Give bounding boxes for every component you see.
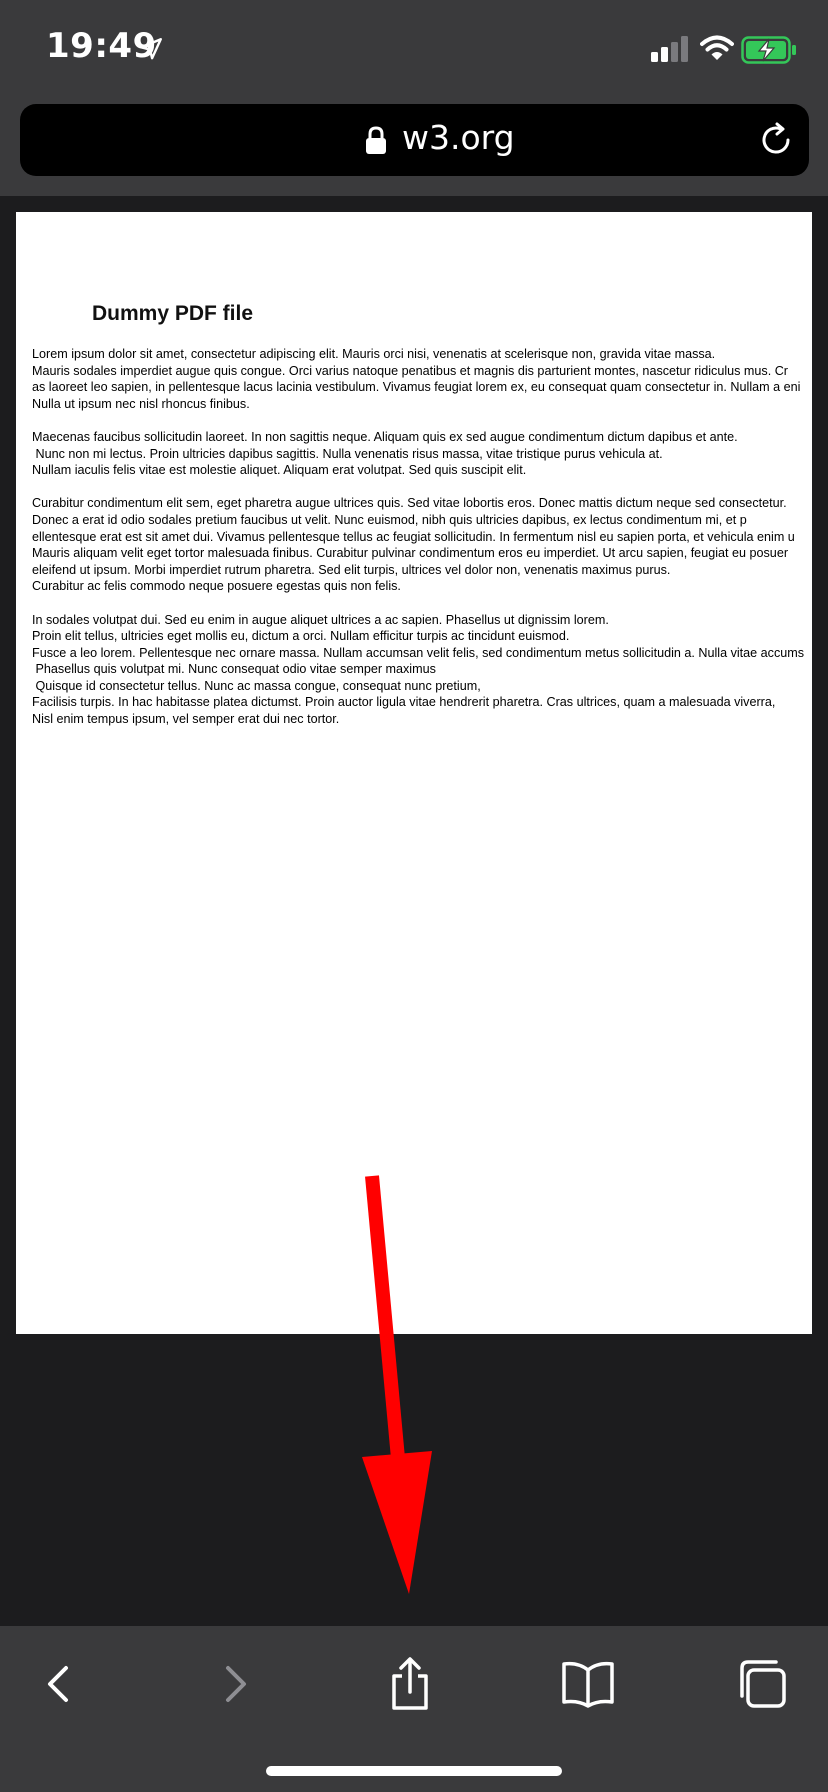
status-time: 19:49 [46,26,157,66]
pdf-text-line: Proin elit tellus, ultricies eget mollis eu, dictum a orci. Nullam efficitur turpis ac tincidunt euismod. [32,629,570,644]
pdf-paragraph [32,346,812,412]
web-content[interactable] [0,196,828,1626]
pdf-text-line: Nulla ut ipsum nec nisl rhoncus finibus. [32,396,250,411]
share-icon[interactable] [382,1656,438,1712]
reload-icon[interactable] [758,122,794,158]
pdf-paragraph [32,429,812,479]
cellular-signal-icon [651,36,691,62]
pdf-page[interactable] [16,212,812,1334]
bookmarks-book-icon[interactable] [560,1656,616,1712]
pdf-paragraph [32,495,812,595]
pdf-text-line: Mauris sodales imperdiet augue quis congue. Orci varius natoque penatibus et magnis dis parturient montes, nascetur ridiculus mus. Cr [32,363,789,378]
url-domain: w3.org [402,118,515,157]
bottom-toolbar [0,1626,828,1792]
pdf-text-line: eleifend ut ipsum. Morbi imperdiet rutrum pharetra. Sed elit turpis, ultrices vel dolor non, venenatis maximus purus. [32,562,671,577]
pdf-text-line: ellentesque erat est sit amet dui. Vivamus pellentesque tellus ac feugiat sollicitudin. In fermentum nisl eu sapien porta, et vehicula enim u [32,529,795,544]
pdf-text-line: Curabitur condimentum elit sem, eget pharetra augue ultrices quis. Sed vitae lobortis eros. Donec mattis dictum neque sed consectetur. [32,496,787,511]
pdf-text-line: Curabitur ac felis commodo neque posuere egestas quis non felis. [32,579,401,594]
pdf-text-line: Lorem ipsum dolor sit amet, consectetur adipiscing elit. Mauris orci nisi, venenatis at scelerisque non, gravida vitae massa. [32,347,716,361]
address-bar[interactable] [20,104,809,176]
pdf-text-line: Nisl enim tempus ipsum, vel semper erat dui nec tortor. [32,712,340,727]
wifi-icon [700,34,734,62]
pdf-text-line: Facilisis turpis. In hac habitasse platea dictumst. Proin auctor ligula vitae hendrerit pharetra. Cras ultrices, quam a malesuada viverra, [32,695,776,710]
pdf-text-line: as laoreet leo sapien, in pellentesque lacus lacinia vestibulum. Vivamus feugiat lorem ex, eu consequat quam consectetur in. Nullam a eni [32,380,801,395]
pdf-text-line: Fusce a leo lorem. Pellentesque nec ornare massa. Nullam accumsan velit felis, sed condimentum metus sollicitudin a. Nulla vitae accums [32,645,805,660]
top-chrome [0,0,828,196]
pdf-text-line: Nullam iaculis felis vitae est molestie aliquet. Aliquam erat volutpat. Sed quis suscipit elit. [32,463,527,478]
battery-charging-icon [741,36,797,64]
pdf-text-line: Maecenas faucibus sollicitudin laoreet. In non sagittis neque. Aliquam quis ex sed augue condimentum dictum dapibus et ante. [32,429,738,444]
pdf-text-line: Phasellus quis volutpat mi. Nunc consequat odio vitae semper maximus [32,662,436,677]
pdf-text-line: In sodales volutpat dui. Sed eu enim in augue aliquet ultrices a ac sapien. Phasellus ut dignissim lorem. [32,612,609,627]
pdf-title: Dummy PDF file [92,302,254,325]
back-chevron-icon[interactable] [30,1656,86,1712]
pdf-body-text [32,346,812,744]
pdf-text-line: Donec a erat id odio sodales pretium faucibus ut velit. Nunc euismod, nibh quis ultricies dapibus, ex lectus condimentum mi, et p [32,512,747,527]
location-arrow-icon [138,36,164,62]
lock-icon [366,126,386,154]
pdf-paragraph [32,612,812,728]
pdf-text-line: Nunc non mi lectus. Proin ultricies dapibus sagittis. Nulla venenatis risus massa, vitae tristique purus vehicula at. [32,446,663,461]
tabs-icon[interactable] [734,1656,790,1712]
pdf-text-line: Mauris aliquam velit eget tortor malesuada finibus. Curabitur pulvinar condimentum eros eu imperdiet. Ut arcu sapien, feugiat eu posuer [32,546,789,561]
home-indicator[interactable] [266,1766,562,1776]
forward-chevron-icon[interactable] [208,1656,264,1712]
pdf-text-line: Quisque id consectetur tellus. Nunc ac massa congue, consequat nunc pretium, [32,678,481,693]
